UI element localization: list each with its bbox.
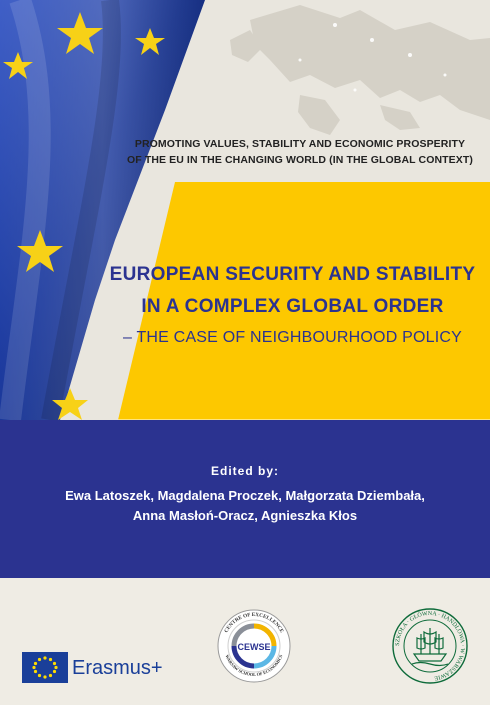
cewse-logo	[216, 608, 292, 684]
editors-names-line-2: Anna Masłoń-Oracz, Agnieszka Kłos	[132, 508, 358, 523]
ship-icon	[412, 628, 448, 666]
series-title-line-2: OF THE EU IN THE CHANGING WORLD (IN THE GLOBAL CONTEXT)	[127, 154, 473, 166]
series-title-line-1: PROMOTING VALUES, STABILITY AND ECONOMIC PROSPERITY	[134, 138, 466, 150]
book-title-line-2: IN A COMPLEX GLOBAL ORDER	[141, 296, 444, 317]
book-subtitle: – THE CASE OF NEIGHBOURHOOD POLICY	[122, 329, 462, 346]
cewse-ring-bottom: WARSAW SCHOOL OF ECONOMICS	[224, 653, 284, 678]
edited-by-label: Edited by:	[210, 464, 279, 478]
eu-flag-icon	[22, 652, 68, 683]
editors-names-line-1: Ewa Latoszek, Magdalena Proczek, Małgorzata Dziembała,	[65, 488, 425, 503]
cewse-ring-top: CENTRE OF EXCELLENCE	[223, 611, 285, 634]
cewse-abbr: CEWSE	[237, 642, 271, 652]
book-title-line-1: EUROPEAN SECURITY AND STABILITY	[109, 264, 476, 285]
erasmus-plus-logo-text: Erasmus+	[72, 657, 163, 679]
sgh-ring-text: SZKOŁA · GŁÓWNA · HANDLOWA · W WARSZAWIE	[394, 610, 466, 681]
sgh-logo	[390, 606, 470, 686]
